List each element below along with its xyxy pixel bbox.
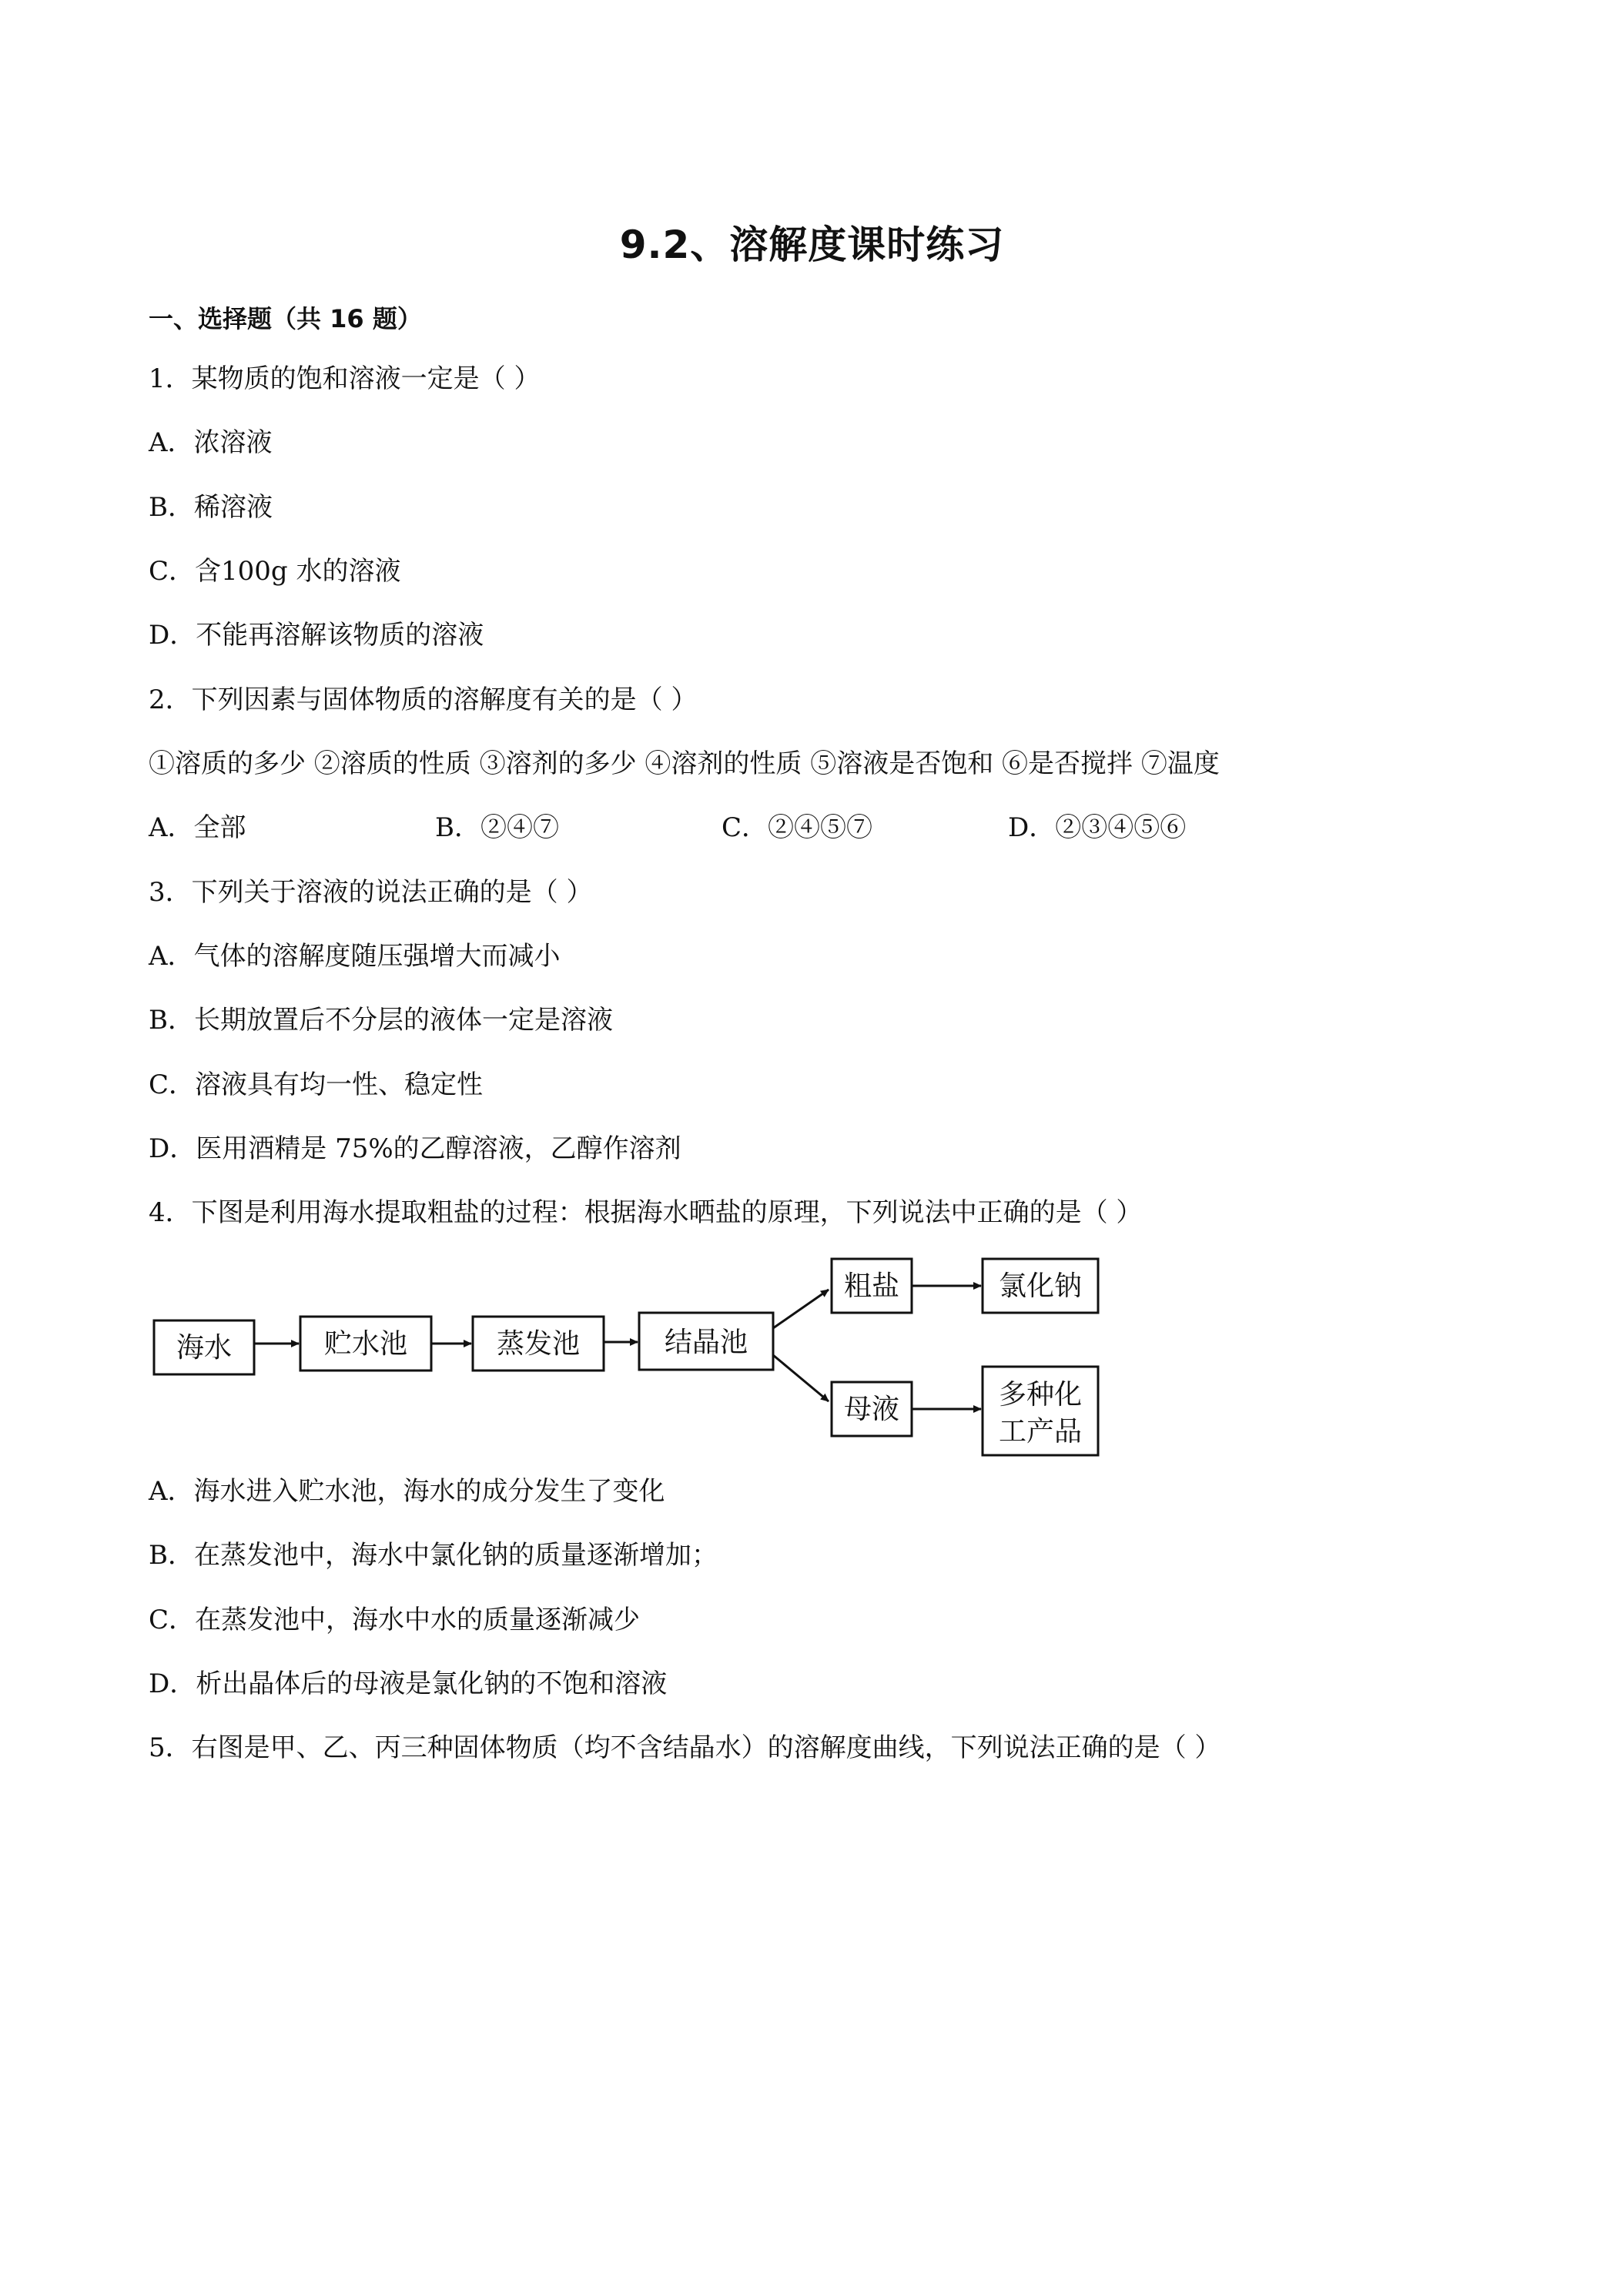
question-5-stem: 5．右图是甲、乙、丙三种固体物质（均不含结晶水）的溶解度曲线，下列说法正确的是（ ）	[149, 1732, 1221, 1763]
sea-salt-flow-diagram	[146, 1251, 1101, 1459]
q2-option-c: C．②④⑤⑦	[722, 812, 873, 843]
label-crude-salt: 粗盐	[843, 1270, 900, 1302]
q2-options-row	[149, 811, 1186, 845]
label-seawater: 海水	[176, 1332, 233, 1364]
q1-option-a: A．浓溶液	[149, 427, 273, 458]
question-2-stem: 2．下列因素与固体物质的溶解度有关的是（ ）	[149, 684, 698, 715]
question-3-stem: 3．下列关于溶液的说法正确的是（ ）	[149, 877, 593, 908]
q2-option-b: B．②④⑦	[435, 812, 559, 843]
page-title: 9.2、溶解度课时练习	[619, 223, 1005, 267]
section-heading: 一、选择题（共 16 题）	[149, 304, 422, 333]
q4-option-d: D．析出晶体后的母液是氯化钠的不饱和溶液	[149, 1668, 668, 1699]
q1-option-d: D．不能再溶解该物质的溶液	[149, 620, 484, 651]
label-chemical-products-line2: 工产品	[998, 1416, 1083, 1448]
arrow-crystallization-crude-salt	[773, 1290, 829, 1328]
q3-option-b: B．长期放置后不分层的液体一定是溶液	[149, 1005, 613, 1036]
question-1-stem: 1．某物质的饱和溶液一定是（ ）	[149, 363, 541, 394]
label-storage-pool: 贮水池	[323, 1328, 408, 1360]
q4-option-b: B．在蒸发池中，海水中氯化钠的质量逐渐增加；	[149, 1540, 718, 1571]
q4-option-a: A．海水进入贮水池，海水的成分发生了变化	[149, 1476, 665, 1507]
question-2-factors: ①溶质的多少 ②溶质的性质 ③溶剂的多少 ④溶剂的性质 ⑤溶液是否饱和 ⑥是否搅拌 ⑦温度	[149, 748, 1220, 779]
q1-option-c: C．含100g 水的溶液	[149, 556, 401, 587]
label-chemical-products-line1: 多种化	[998, 1379, 1083, 1411]
q3-option-d: D．医用酒精是 75%的乙醇溶液，乙醇作溶剂	[149, 1133, 681, 1164]
label-evaporation-pool: 蒸发池	[496, 1328, 581, 1360]
q1-option-b: B．稀溶液	[149, 492, 273, 523]
label-crystallization-pool: 结晶池	[664, 1327, 748, 1358]
question-4-stem: 4．下图是利用海水提取粗盐的过程：根据海水晒盐的原理，下列说法中正确的是（ ）	[149, 1197, 1143, 1228]
q2-option-d: D．②③④⑤⑥	[1008, 812, 1187, 843]
q3-option-c: C．溶液具有均一性、稳定性	[149, 1069, 484, 1100]
arrow-crystallization-mother-liquor	[773, 1355, 829, 1401]
q3-option-a: A．气体的溶解度随压强增大而减小	[149, 941, 561, 972]
q4-option-c: C．在蒸发池中，海水中水的质量逐渐减少	[149, 1605, 641, 1635]
label-sodium-chloride: 氯化钠	[998, 1270, 1083, 1302]
label-mother-liquor: 母液	[843, 1394, 900, 1425]
q2-option-a: A．全部	[149, 812, 246, 843]
